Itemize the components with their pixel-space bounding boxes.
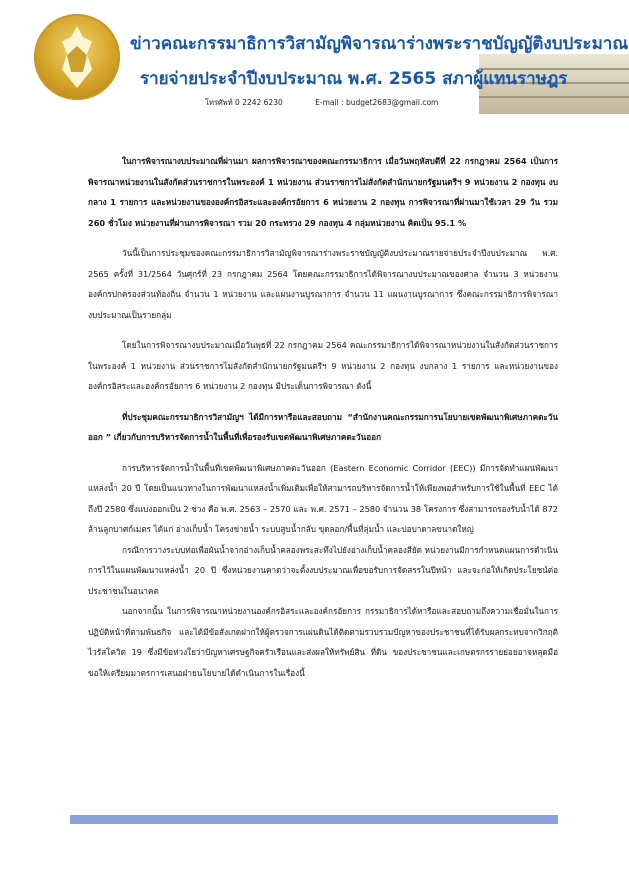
header-title-line1: ข่าวคณะกรรมาธิการวิสามัญพิจารณาร่างพระราชบัญญัติงบประมาณ	[130, 34, 629, 54]
parliament-emblem-icon	[34, 14, 120, 100]
footer-bar	[70, 815, 558, 824]
paragraph-independent-orgs: นอกจากนั้น ในการพิจารณาหน่วยงานองค์กรอิสระและองค์กรอัยการ กรรมาธิการได้หารือและสอบถามถึงความเชื่อมั่นในการปฏิบัติหน้าที่ตามพันธกิจ และได้มีข้อสังเกตฝากให้ผู้ตรวจการแผ่นดินได้ติดตามรวบรวมปัญหาของประชาชนที่ได้รับผลกระทบจากวิกฤติไวรัสโควิด 19 ซึ่งมีข้อห่วงใยว่าปัญหาเศรษฐกิจครัวเรือนและส่งผลให้ทรัพย์สิน ที่ดิน ของประชาชนและเกษตรกรรายย่อยอาจหลุดมือ ขอให้เตรียมมาตรการเสนอฝ่ายนโยบายได้ดำเนินการในเรื่องนี้	[88, 606, 558, 678]
paragraph-meeting: วันนี้เป็นการประชุมของคณะกรรมาธิการวิสามัญพิจารณาร่างพระราชบัญญัติงบประมาณรายจ่ายประจำปีงบประมาณ พ.ศ. 2565 ครั้งที่ 31/2564 วันศุกร์ที่ 23 กรกฎาคม 2564 โดยคณะกรรมาธิการได้พิจารณางบประมาณของศาล จำนวน 3 หน่วยงาน องค์กรปกครองส่วนท้องถิ่น จำนวน 1 หน่วยงาน และแผนงานบูรณาการ จำนวน 11 แผนงานบูรณาการ ซึ่งคณะกรรมาธิการพิจารณางบประมาณเป็นรายกลุ่ม	[88, 248, 558, 320]
contact-line	[205, 97, 438, 109]
document-body	[88, 151, 558, 683]
lead-paragraph: ในการพิจารณางบประมาณที่ผ่านมา ผลการพิจารณาของคณะกรรมาธิการ เมื่อวันพฤหัสบดีที่ 22 กรกฎาคม 2564 เป็นการพิจารณาหน่วยงานในสังกัดส่วนราชการในพระองค์ 1 หน่วยงาน ส่วนราชการไม่สังกัดสำนักนายกรัฐมนตรีฯ 9 หน่วยงาน 2 กองทุน งบกลาง 1 รายการ และหน่วยงานขององค์กรอิสระและองค์กรอัยการ 6 หน่วยงาน 2 กองทุน การพิจารณาที่ผ่านมาใช้เวลา 29 วัน รวม 260 ชั่วโมง หน่วยงานที่ผ่านการพิจารณา รวม 20 กระทรวง 29 กองทุน 4 กลุ่มหน่วยงาน คิดเป็น 95.1 %	[88, 156, 558, 228]
header	[0, 0, 629, 110]
paragraph-pipeline: กรณีการวางระบบท่อเพื่อผันน้ำจากอ่างเก็บน้ำคลองพระสะทึงไปยังอ่างเก็บน้ำคลองสียัด หน่วยงานมีการกำหนดแผนการดำเนินการไว้ในแผนพัฒนาแหล่งน้ำ 20 ปี ซึ่งหน่วยงานคาดว่าจะตั้งงบประมาณเพื่อขอรับการจัดสรรในปีหน้า และจะก่อให้เกิดประโยชน์ต่อประชาชนในอนาคต	[88, 544, 558, 596]
paragraph-eec-heading: ที่ประชุมคณะกรรมาธิการวิสามัญฯ ได้มีการหารือและสอบถาม “สำนักงานคณะกรรมการนโยบายเขตพัฒนาพิเศษภาคตะวันออก ” เกี่ยวกับการบริหารจัดการน้ำในพื้นที่เพื่อรองรับเขตพัฒนาพิเศษภาคตะวันออก	[88, 411, 558, 442]
paragraph-consideration: โดยในการพิจารณางบประมาณเมื่อวันพุธที่ 22 กรกฎาคม 2564 คณะกรรมาธิการได้พิจารณาหน่วยงานในสังกัดส่วนราชการในพระองค์ 1 หน่วยงาน ส่วนราชการไม่สังกัดสำนักนายกรัฐมนตรีฯ 9 หน่วยงาน 2 กองทุน งบกลาง 1 รายการ และหน่วยงานขององค์กรอิสระและองค์กรอัยการ 6 หน่วยงาน 2 กองทุน มีประเด็นการพิจารณา ดังนี้	[88, 340, 558, 391]
phone-number: โทรศัพท์ 0 2242 6230	[205, 98, 283, 107]
header-title-line2: รายจ่ายประจำปีงบประมาณ พ.ศ. 2565 สภาผู้แทนราษฎร	[140, 69, 568, 89]
email-address: E-mail : budget2683@gmail.com	[315, 98, 439, 107]
paragraph-eec-water: การบริหารจัดการน้ำในพื้นที่เขตพัฒนาพิเศษภาคตะวันออก (Eastern Economic Corridor (EEC)) มีการจัดทำแผนพัฒนาแหล่งน้ำ 20 ปี โดยเป็นแนวทางในการพัฒนาแหล่งน้ำเพิ่มเติมเพื่อให้สามารถบริหารจัดการน้ำให้เพียงพอสำหรับการใช้ในพื้นที่ EEC ได้ถึงปี 2580 ซึ่งแบ่งออกเป็น 2 ช่วง คือ พ.ศ. 2563 – 2570 และ พ.ศ. 2571 – 2580 จำนวน 38 โครงการ ซึ่งสามารถรองรับน้ำได้ 872 ล้านลูกบาศก์เมตร ได้แก่ อ่างเก็บน้ำ โครงข่ายน้ำ ระบบสูบน้ำกลับ ขุดลอก/พื้นที่ลุ่มน้ำ และบ่อบาดาลขนาดใหญ่	[88, 462, 558, 534]
